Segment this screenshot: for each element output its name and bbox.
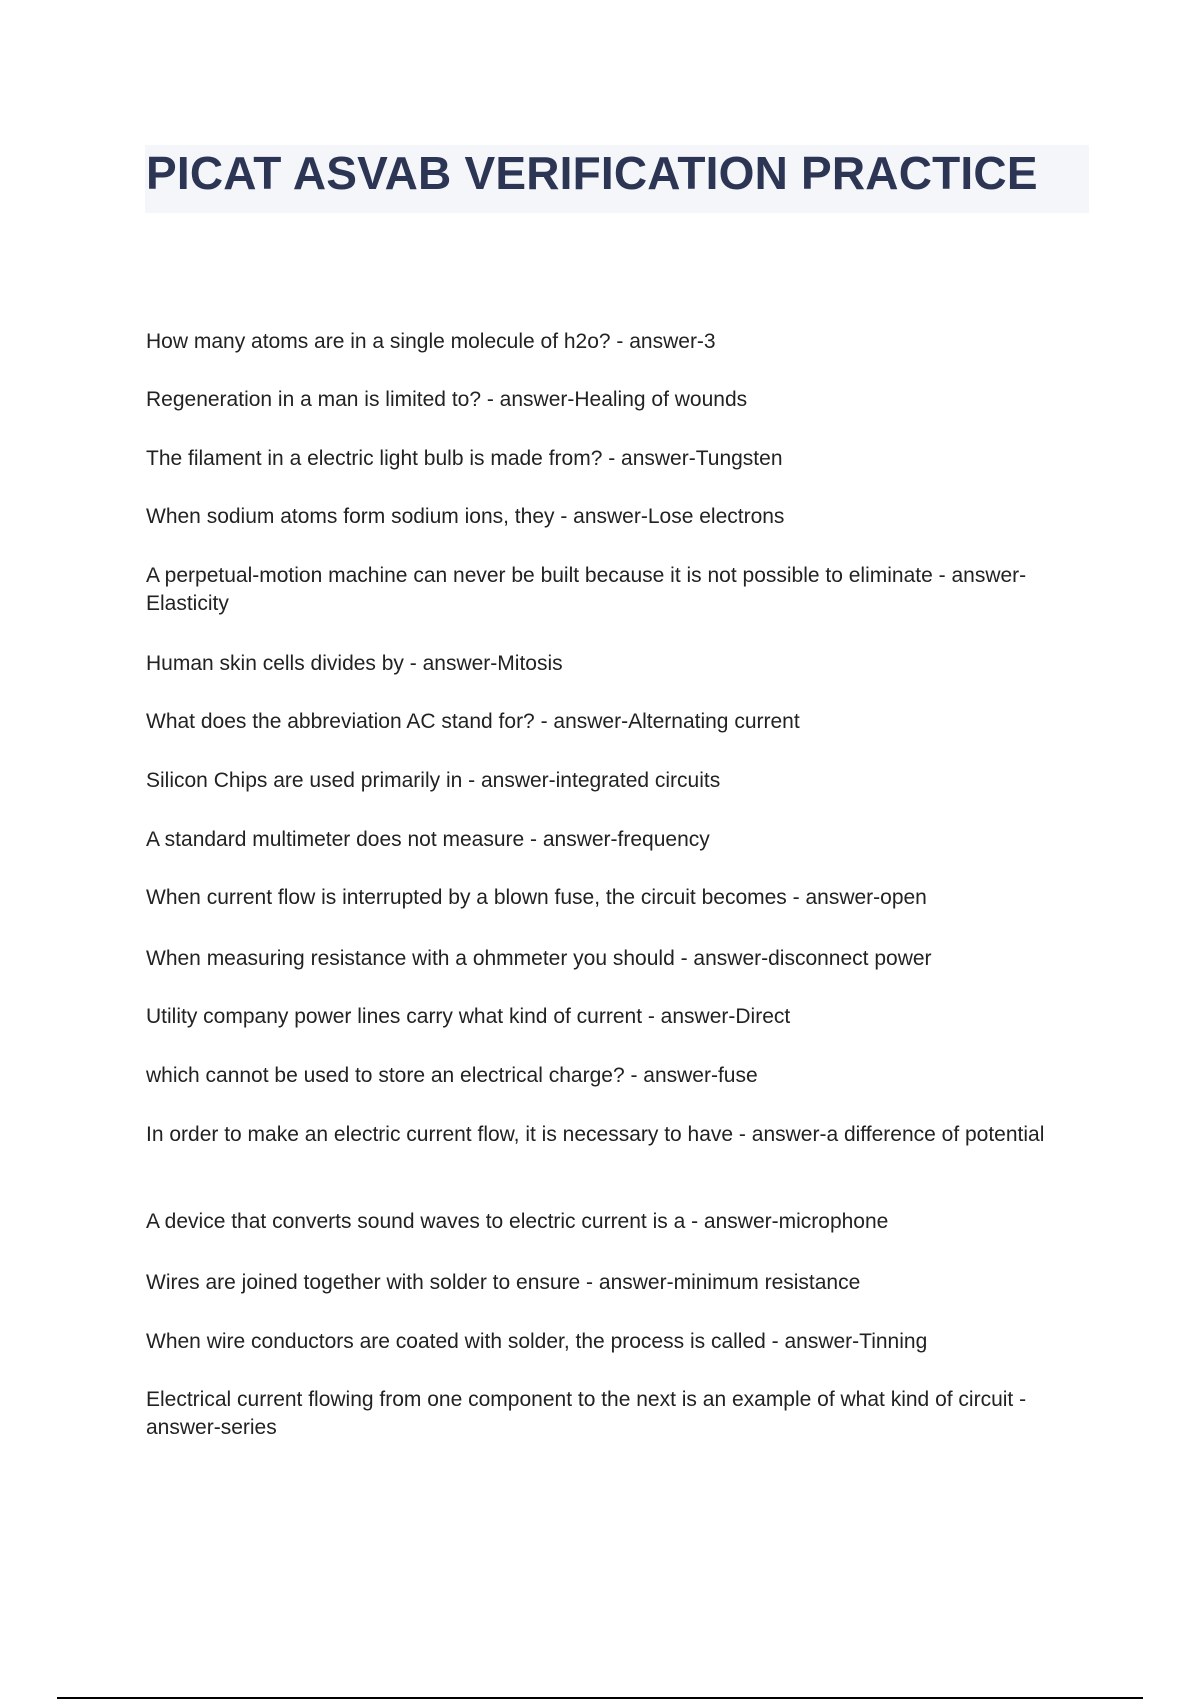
qa-item: When measuring resistance with a ohmmeter you should - answer-disconnect power — [146, 947, 932, 970]
qa-item: In order to make an electric current flow, it is necessary to have - answer-a difference of potential — [146, 1123, 1045, 1146]
qa-item: which cannot be used to store an electrical charge? - answer-fuse — [146, 1064, 758, 1087]
qa-item: Silicon Chips are used primarily in - answer-integrated circuits — [146, 769, 721, 792]
qa-item: Human skin cells divides by - answer-Mitosis — [146, 652, 563, 675]
qa-item: When sodium atoms form sodium ions, they - answer-Lose electrons — [146, 505, 785, 528]
qa-item: A perpetual-motion machine can never be built because it is not possible to eliminate - answer-Elasticity — [146, 564, 1027, 615]
qa-item: What does the abbreviation AC stand for? - answer-Alternating current — [146, 710, 800, 733]
qa-item: A device that converts sound waves to electric current is a - answer-microphone — [146, 1210, 889, 1233]
qa-item: Utility company power lines carry what kind of current - answer-Direct — [146, 1005, 791, 1028]
qa-item: How many atoms are in a single molecule of h2o? - answer-3 — [146, 330, 716, 353]
qa-item: When wire conductors are coated with solder, the process is called - answer-Tinning — [146, 1330, 928, 1353]
page-title: PICAT ASVAB VERIFICATION PRACTICE — [146, 147, 1038, 199]
qa-item: Regeneration in a man is limited to? - answer-Healing of wounds — [146, 388, 748, 411]
qa-item: The filament in a electric light bulb is made from? - answer-Tungsten — [146, 447, 783, 470]
bottom-divider — [57, 1697, 1143, 1699]
qa-item: Wires are joined together with solder to ensure - answer-minimum resistance — [146, 1271, 861, 1294]
qa-item: When current flow is interrupted by a blown fuse, the circuit becomes - answer-open — [146, 886, 927, 909]
qa-item: A standard multimeter does not measure - answer-frequency — [146, 828, 710, 851]
qa-item: Electrical current flowing from one component to the next is an example of what kind of circuit - answer-series — [146, 1388, 1027, 1439]
